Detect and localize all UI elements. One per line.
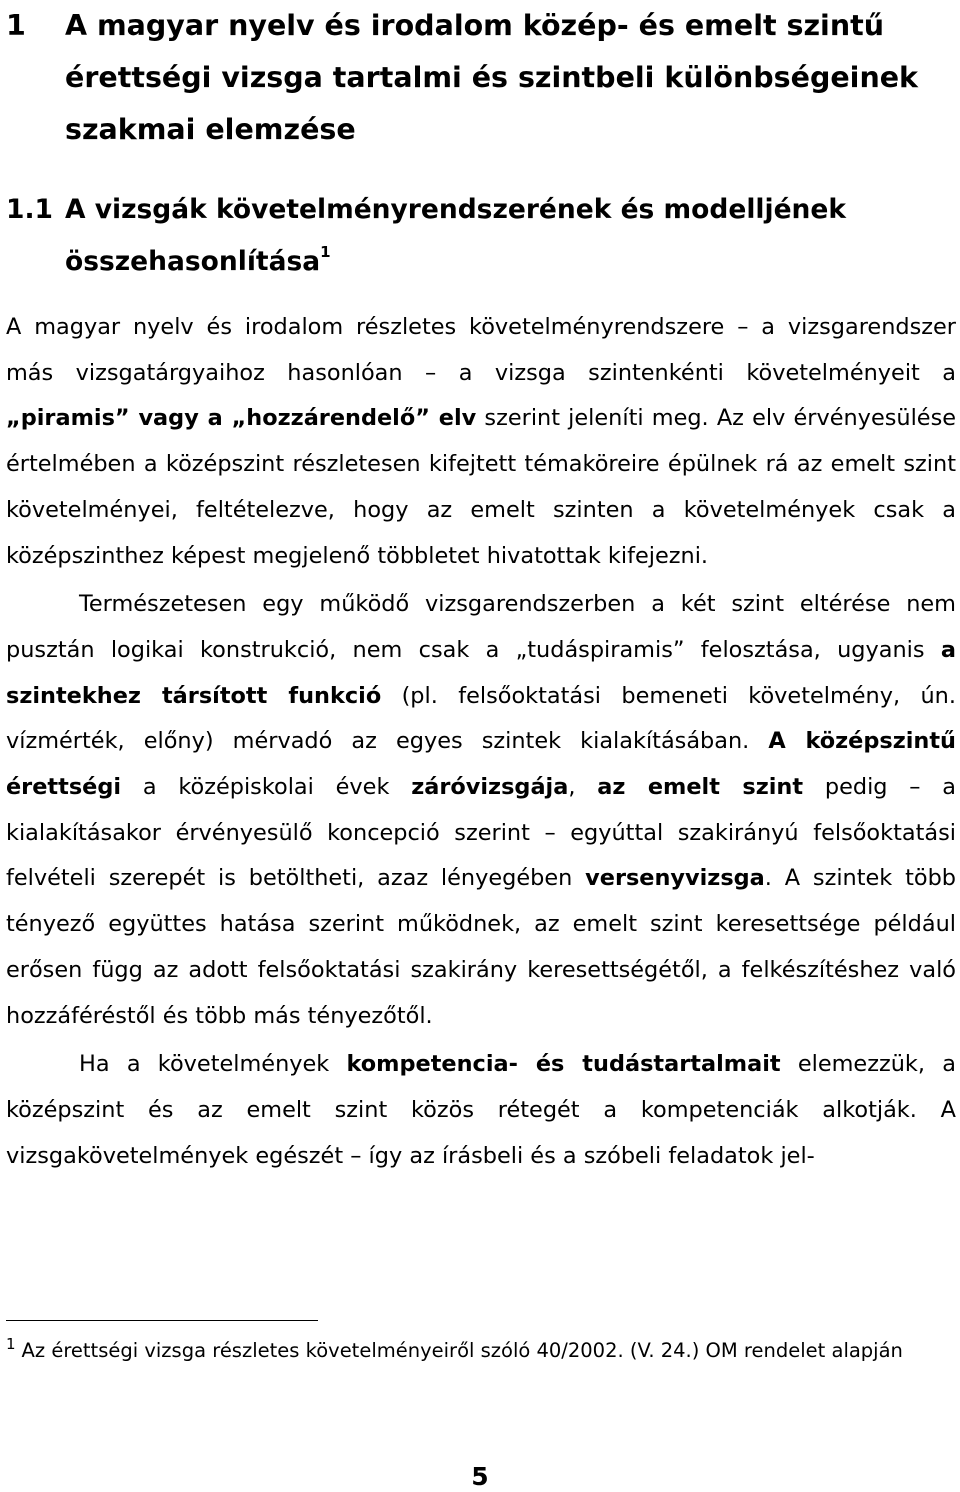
paragraph-2 — [6, 582, 956, 1039]
section-heading — [6, 184, 956, 288]
paragraph-1-text-a: A magyar nyelv és irodalom részletes követelményrendszere – a vizsgarendszer más vizsgatárgyaihoz hasonlóan – a vizsga szintenkénti követelményeit a — [6, 314, 956, 386]
body-text — [6, 305, 956, 1179]
paragraph-2-text-a: Természetesen egy működő vizsgarendszerben a két szint eltérése nem pusztán logikai konstrukció, nem csak a „tudáspiramis” felosztása, ugyanis — [6, 591, 956, 663]
footnote — [6, 1330, 956, 1371]
paragraph-3-text-c: elemezzük, a középszint és az emelt szint közös rétegét a kompetenciák alkotják. A vizsgakövetelmények egészét – így az írásbeli és a szóbeli feladatok jel- — [6, 1051, 956, 1169]
paragraph-1 — [6, 305, 956, 579]
paragraph-1-text-c: szerint jeleníti meg. Az elv érvényesülése értelmében a középszint részletesen kifejtett témaköreire épülnek rá az emelt szint követelményei, feltételezve, hogy az emelt szinten a követelmények csak a középszinthez képest megjelenő többletet hivatottak kifejezni. — [6, 405, 957, 569]
footnote-reference[interactable]: 1 — [320, 243, 331, 261]
footnote-marker: 1 — [6, 1335, 16, 1353]
paragraph-2-bold-zarovizsga: záróvizsgája — [411, 774, 569, 801]
section-number: 1.1 — [6, 194, 53, 225]
paragraph-2-text-f: pedig – a kialakításakor érvényesülő koncepció szerint – egyúttal szakirányú felsőoktatási felvételi szerepét is betöltheti, azaz lényegében — [6, 774, 956, 892]
paragraph-3-bold-kompetencia: kompetencia- és tudástartalmait — [346, 1051, 781, 1078]
paragraph-2-text-d: a középiskolai évek — [121, 774, 412, 801]
paragraph-2-bold-funkcio: a szintekhez társított funkció — [6, 636, 956, 709]
footnote-text: Az érettségi vizsga részletes követelményeiről szóló 40/2002. (V. 24.) OM rendelet alapján — [21, 1339, 903, 1362]
footnote-separator — [6, 1320, 318, 1321]
paragraph-1-bold-piramis: „piramis” vagy a „hozzárendelő” elv — [6, 405, 477, 432]
paragraph-2-text-g: . A szintek több tényező együttes hatása szerint működnek, az emelt szint keresettsége például erősen függ az adott felsőoktatási szakirány keresettségétől, a felkészítéshez való hozzáféréstől és több más tényezőtől. — [6, 865, 956, 1029]
chapter-heading — [6, 0, 956, 156]
section-title-wrap — [6, 184, 956, 288]
paragraph-2-bold-versenyvizsga: versenyvizsga — [585, 865, 765, 892]
page-number: 5 — [471, 1462, 489, 1491]
paragraph-2-bold-emelt-szint: az emelt szint — [597, 774, 804, 801]
paragraph-2-bold-kozepszintu: A középszintű érettségi — [6, 728, 956, 801]
paragraph-2-text-e: , — [568, 774, 598, 801]
paragraph-2-text-c: (pl. felsőoktatási bemeneti követelmény, ún. vízmérték, előny) mérvadó az egyes szintek kialakításában. — [6, 682, 956, 755]
section-title: A vizsgák követelményrendszerének és modelljének összehasonlítása — [65, 194, 846, 277]
chapter-number: 1 — [6, 9, 26, 42]
chapter-title: A magyar nyelv és irodalom közép- és emelt szintű érettségi vizsga tartalmi és szintbeli különbségeinek szakmai elemzése — [65, 9, 919, 146]
paragraph-3 — [6, 1042, 956, 1179]
paragraph-3-text-a: Ha a követelmények — [79, 1051, 347, 1078]
